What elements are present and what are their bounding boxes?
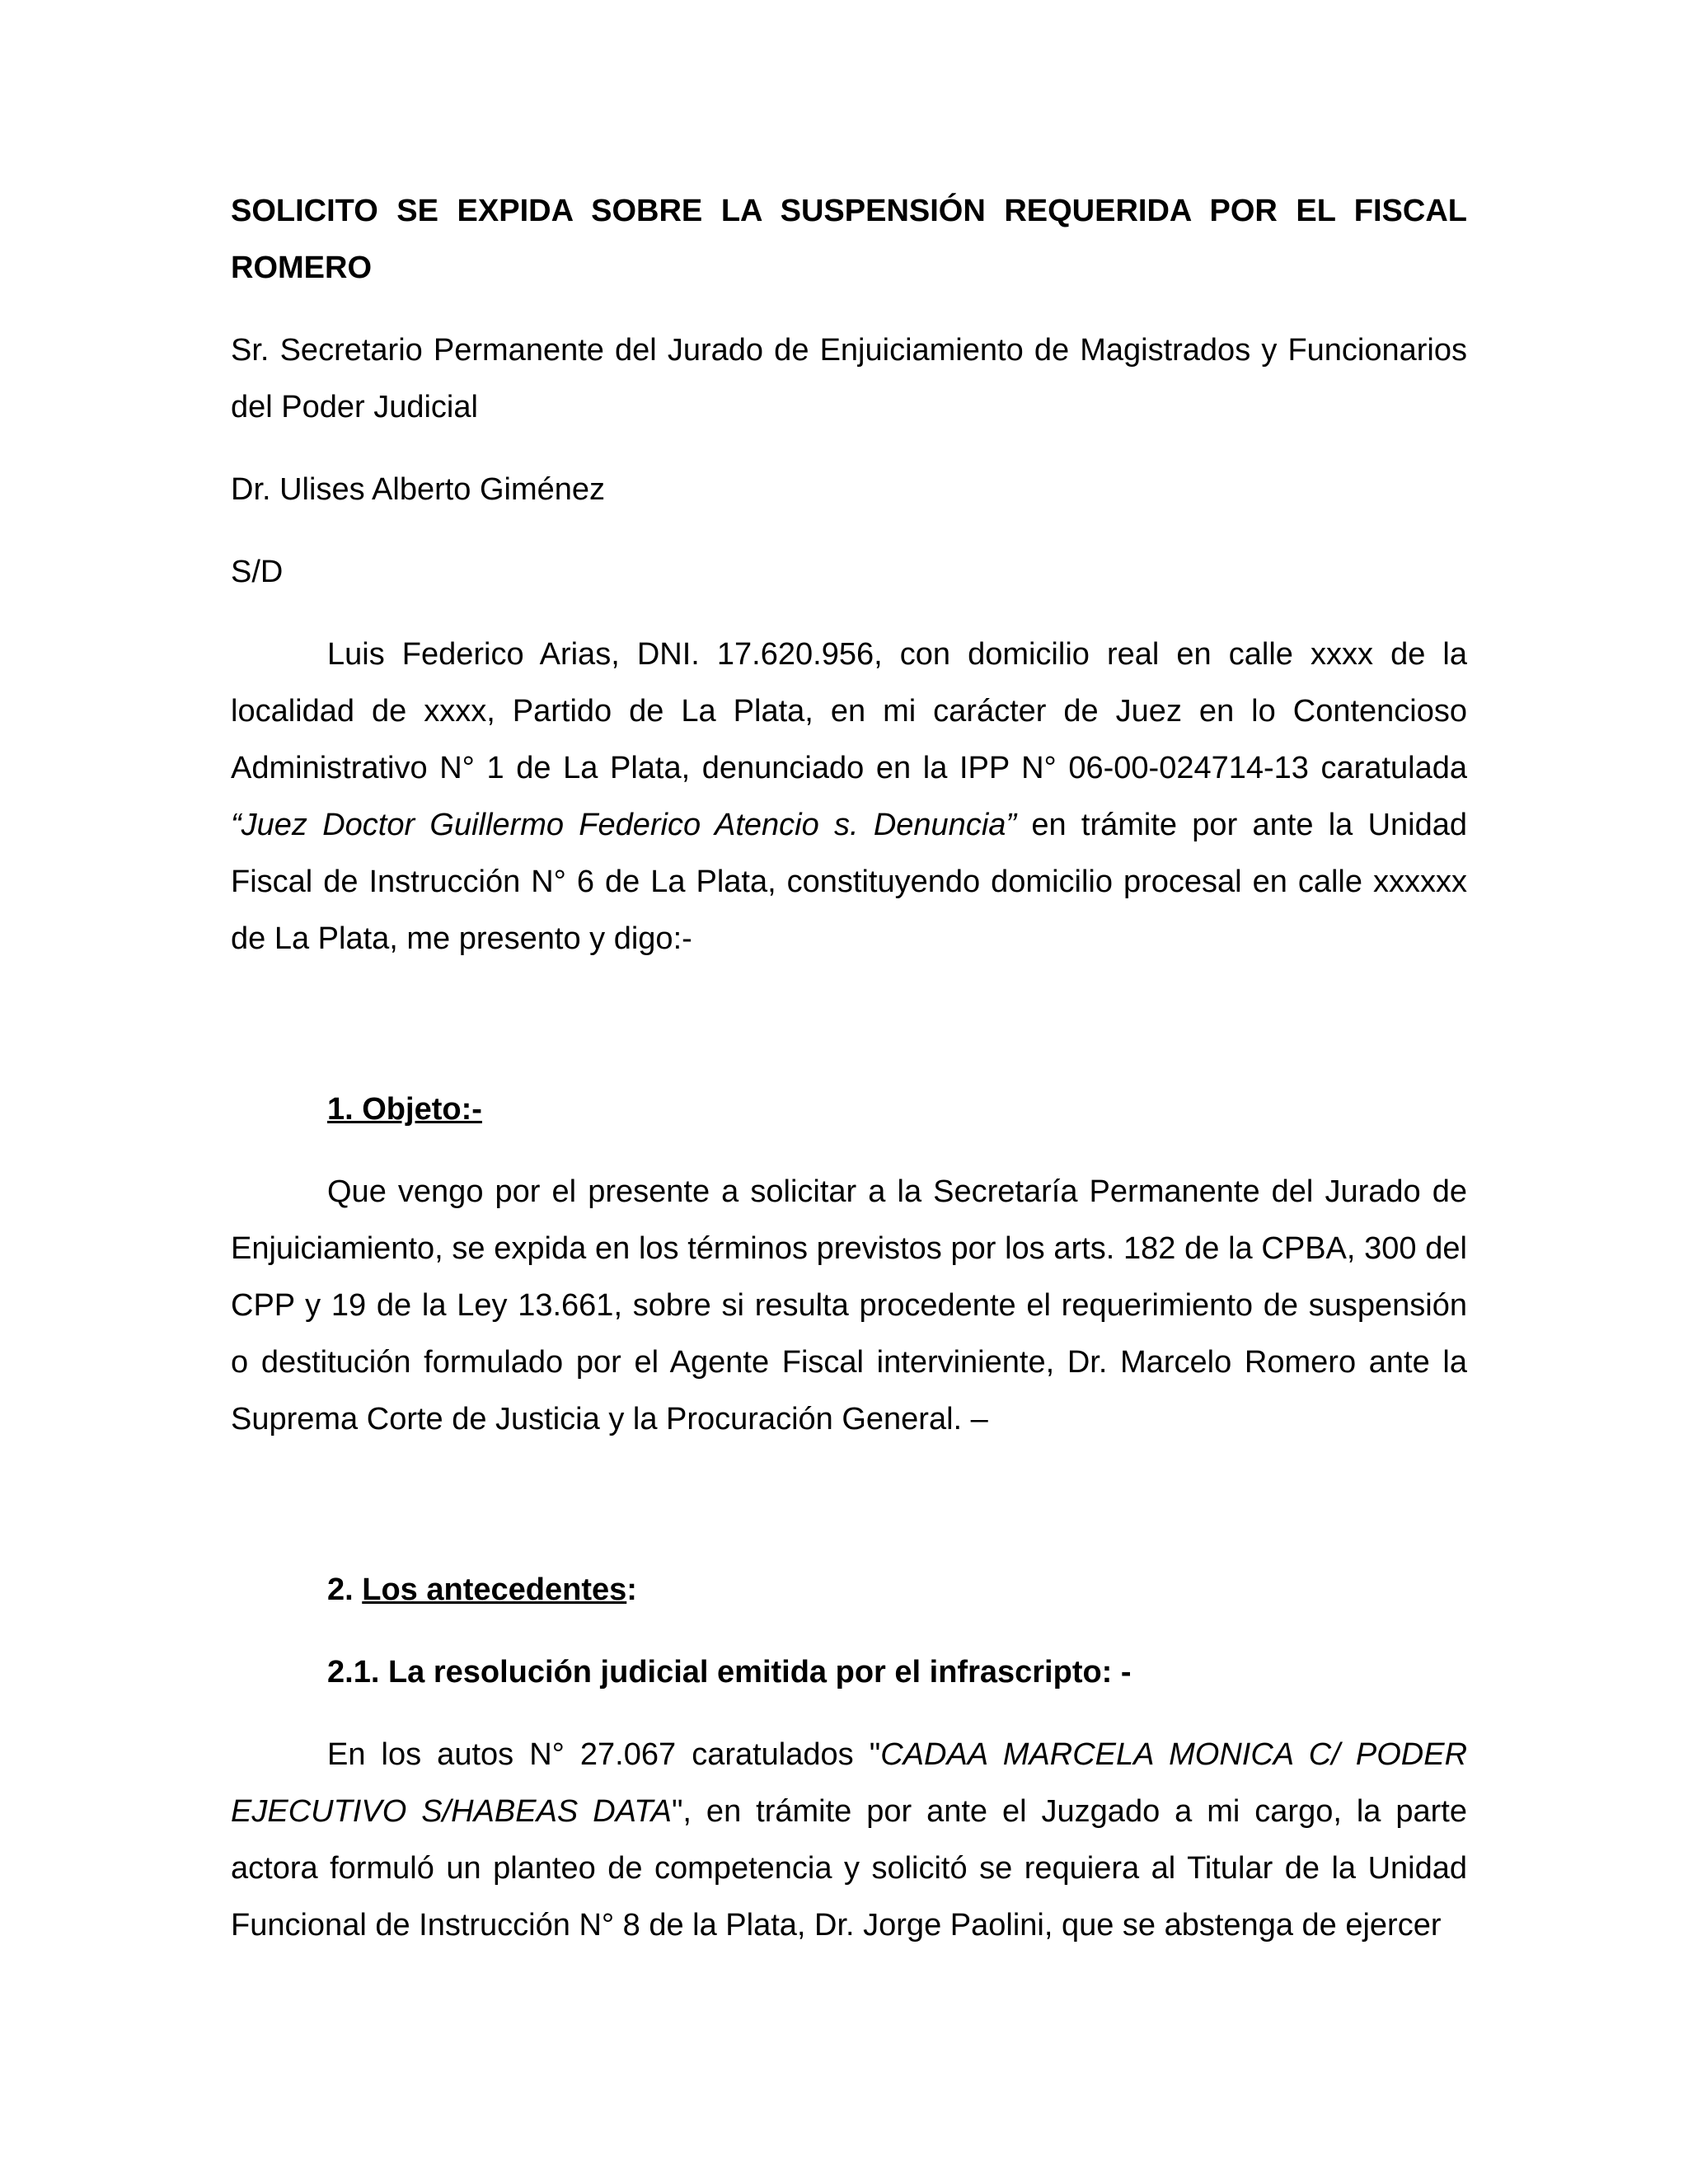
section-1-heading-text: 1. Objeto:-: [327, 1092, 482, 1127]
section-2-body-text-1: En los autos N° 27.067 caratulados ": [327, 1737, 881, 1772]
intro-paragraph: [231, 626, 1467, 968]
section-2-case-title: CADAA MARCELA MONICA C/ PODER EJECUTIVO S/HABEAS DATA: [231, 1737, 1468, 1829]
addressee-name: Dr. Ulises Alberto Giménez: [231, 472, 606, 507]
section-2-heading-text: Los antecedentes: [362, 1572, 627, 1607]
section-spacer: [231, 1448, 1467, 1562]
section-1-body: Que vengo por el presente a solicitar a la Secretaría Permanente del Jurado de Enjuiciamiento, se expida en los términos previstos por los arts. 182 de la CPBA, 300 del CPP y 19 de la Ley 13.661, sobre si resulta procedente el requerimiento de suspensión o destitución formulado por el Agente Fiscal interviniente, Dr. Marcelo Romero ante la Suprema Corte de Justicia y la Procuración General. –: [231, 1174, 1467, 1436]
document-title: SOLICITO SE EXPIDA SOBRE LA SUSPENSIÓN REQUERIDA POR EL FISCAL ROMERO: [231, 194, 1467, 285]
section-2-body-text-2: ", en trámite por ante el Juzgado a mi cargo, la parte actora formuló un planteo de competencia y solicitó se requiera al Titular de la Unidad Funcional de Instrucción N° 8 de la Plata, Dr. Jorge Paolini, que se abstenga de ejercer: [231, 1794, 1467, 1943]
section-spacer: [231, 968, 1467, 1081]
section-2-heading: [231, 1562, 1467, 1619]
intro-text-1: Luis Federico Arias, DNI. 17.620.956, con domicilio real en calle xxxx de la localidad de xxxx, Partido de La Plata, en mi carácter de Juez en lo Contencioso Administrativo N° 1 de La Plata, denunciado en la IPP N° 06-00-024714-13 caratulada: [231, 637, 1467, 785]
document-page: [231, 183, 1467, 1954]
addressee-line: Sr. Secretario Permanente del Jurado de Enjuiciamiento de Magistrados y Funcionarios del Poder Judicial: [231, 333, 1467, 424]
section-2-1-heading: 2.1. La resolución judicial emitida por el infrascripto: -: [327, 1655, 1132, 1690]
addressee-sd: S/D: [231, 555, 284, 589]
intro-case-title: “Juez Doctor Guillermo Federico Atencio s. Denuncia”: [231, 808, 1017, 842]
section-1-heading: [231, 1081, 1467, 1138]
section-2-1-body: [231, 1727, 1467, 1954]
section-2-heading-tail: :: [626, 1572, 637, 1607]
intro-text-2: en trámite por ante la Unidad Fiscal de Instrucción N° 6 de La Plata, constituyendo domicilio procesal en calle xxxxxx de La Plata, me presento y digo:-: [231, 808, 1468, 956]
section-2-heading-num: 2.: [327, 1572, 363, 1607]
